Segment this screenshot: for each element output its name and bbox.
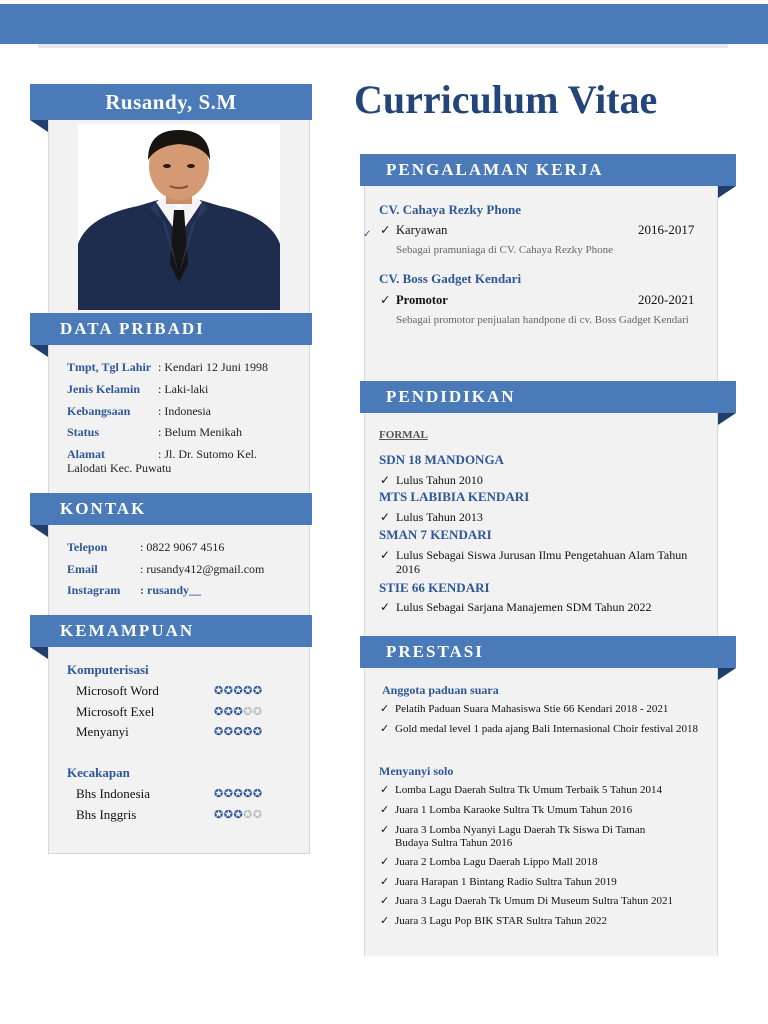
achievement-text: Juara 1 Lomba Karaoke Sultra Tk Umum Tahun 2016 — [395, 804, 633, 816]
job-role — [380, 222, 447, 238]
data-pribadi-banner — [30, 313, 312, 345]
school-note — [380, 473, 710, 487]
top-bar — [0, 4, 768, 44]
job-years: 2016-2017 — [638, 222, 695, 237]
instagram-label: Instagram — [67, 583, 121, 597]
pendidikan-fold — [718, 413, 736, 425]
check-icon: ✓ — [380, 473, 391, 487]
school-note-text: Lulus Tahun 2013 — [396, 510, 483, 524]
school-note-text: Lulus Tahun 2010 — [396, 473, 483, 487]
skill-group-title: Kecakapan — [67, 765, 130, 780]
birth-value: : Kendari 12 Juni 1998 — [158, 360, 268, 374]
school-name: MTS LABIBIA KENDARI — [379, 489, 530, 504]
star-icon: ✪ — [233, 787, 244, 800]
job-role — [380, 292, 448, 308]
star-icon: ✪ — [252, 705, 263, 718]
pendidikan-heading: PENDIDIKAN — [386, 387, 516, 406]
phone-label: Telepon — [67, 540, 108, 554]
kontak-banner — [30, 493, 312, 525]
school-name: SDN 18 MANDONGA — [379, 452, 504, 467]
address-label: Alamat — [67, 447, 105, 461]
achievement-item — [380, 784, 710, 797]
star-icon: ✪ — [243, 808, 253, 821]
skill-rating — [214, 808, 263, 821]
check-icon: ✓ — [380, 824, 390, 836]
skill-rating — [214, 787, 263, 800]
job-years: 2020-2021 — [638, 292, 695, 307]
star-icon: ✪ — [233, 725, 244, 738]
job-description: Sebagai pramuniaga di CV. Cahaya Rezky Phone — [396, 244, 613, 256]
check-icon: ✓ — [380, 293, 391, 307]
achievement-item — [380, 895, 710, 908]
name-banner — [30, 84, 312, 120]
achievement-text: Juara 3 Lomba Nyanyi Lagu Daerah Tk Siswa Di Taman Budaya Sultra Tahun 2016 — [395, 824, 646, 849]
job-description: Sebagai promotor penjualan handpone di cv. Boss Gadget Kendari — [396, 314, 689, 326]
formal-label: FORMAL — [379, 429, 428, 441]
job-company: CV. Cahaya Rezky Phone — [379, 202, 522, 217]
job-company: CV. Boss Gadget Kendari — [379, 271, 522, 286]
check-icon: ✓ — [380, 895, 390, 907]
phone-value: : 0822 9067 4516 — [140, 540, 225, 554]
star-icon: ✪ — [214, 787, 224, 800]
achievement-item — [380, 804, 710, 817]
nationality-value: : Indonesia — [158, 404, 211, 418]
pendidikan-banner — [360, 381, 736, 413]
achievement-text: Juara 3 Lagu Pop BIK STAR Sultra Tahun 2022 — [395, 915, 608, 927]
prestasi-heading: PRESTASI — [386, 642, 484, 661]
person-photo-icon — [78, 124, 280, 310]
person-name: Rusandy, S.M — [105, 89, 237, 114]
school-note — [380, 510, 710, 524]
birth-label: Tmpt, Tgl Lahir — [67, 360, 152, 374]
skill-name: Menyanyi — [76, 724, 129, 739]
school-note — [380, 600, 710, 614]
skill-rating — [214, 705, 263, 718]
pengalaman-banner — [360, 154, 736, 186]
star-icon: ✪ — [223, 725, 234, 738]
achievement-text: Juara Harapan 1 Bintang Radio Sultra Tahun 2019 — [395, 876, 617, 888]
star-icon: ✪ — [252, 787, 263, 800]
profile-photo — [78, 124, 280, 310]
gender-label: Jenis Kelamin — [67, 382, 141, 396]
star-icon: ✪ — [223, 684, 234, 697]
check-icon: ✓ — [380, 804, 390, 816]
achievement-text: Juara 3 Lagu Daerah Tk Umum Di Museum Sultra Tahun 2021 — [395, 895, 674, 907]
data-pribadi-fold — [30, 345, 48, 357]
achievement-text: Pelatih Paduan Suara Mahasiswa Stie 66 Kendari 2018 - 2021 — [395, 703, 669, 715]
achievement-group-title: Anggota paduan suara — [382, 683, 499, 697]
prestasi-banner — [360, 636, 736, 668]
skill-name: Microsoft Word — [76, 683, 159, 698]
school-note-text: Lulus Sebagai Siswa Jurusan Ilmu Pengetahuan Alam Tahun 2016 — [396, 548, 688, 576]
kemampuan-fold — [30, 647, 48, 659]
achievement-text: Gold medal level 1 pada ajang Bali Internasional Choir festival 2018 — [395, 723, 699, 735]
check-icon: ✓ — [380, 703, 390, 715]
address-value: : Jl. Dr. Sutomo Kel. — [158, 447, 258, 461]
achievement-item — [380, 824, 680, 850]
check-icon: ✓ — [380, 915, 390, 927]
achievement-item — [380, 915, 710, 928]
kontak-heading: KONTAK — [60, 499, 147, 518]
star-icon: ✪ — [223, 808, 234, 821]
nationality-label: Kebangsaan — [67, 404, 131, 418]
star-icon: ✪ — [214, 705, 224, 718]
star-icon: ✪ — [243, 787, 253, 800]
star-icon: ✪ — [223, 787, 234, 800]
check-icon: ✓ — [380, 876, 390, 888]
skill-rating — [214, 725, 263, 738]
star-icon: ✪ — [252, 725, 263, 738]
top-divider — [38, 44, 728, 48]
star-icon: ✪ — [252, 684, 263, 697]
pengalaman-heading: PENGALAMAN KERJA — [386, 160, 604, 179]
job-role-text: Karyawan — [396, 223, 448, 237]
school-name: STIE 66 KENDARI — [379, 580, 490, 595]
achievement-item — [380, 703, 710, 716]
email-label: Email — [67, 562, 98, 576]
kemampuan-heading: KEMAMPUAN — [60, 621, 195, 640]
check-icon: ✓ — [380, 856, 390, 868]
check-icon: ✓ — [380, 600, 391, 614]
status-value: : Belum Menikah — [158, 425, 242, 439]
star-icon: ✪ — [214, 725, 224, 738]
achievement-text: Juara 2 Lomba Lagu Daerah Lippo Mall 2018 — [395, 856, 598, 868]
check-icon: ✓ — [380, 723, 390, 735]
check-icon: ✓ — [380, 784, 390, 796]
achievement-group-title: Menyanyi solo — [379, 764, 454, 778]
star-icon: ✪ — [243, 705, 253, 718]
star-icon: ✪ — [214, 684, 224, 697]
star-icon: ✪ — [243, 684, 253, 697]
check-icon: ✓ — [380, 510, 391, 524]
address-value-line2: Lalodati Kec. Puwatu — [67, 461, 172, 475]
data-pribadi-heading: DATA PRIBADI — [60, 319, 205, 338]
star-icon: ✪ — [214, 808, 224, 821]
skill-name: Bhs Indonesia — [76, 786, 151, 801]
check-icon: ✓ — [363, 229, 372, 240]
prestasi-fold — [718, 668, 736, 680]
star-icon: ✪ — [243, 725, 253, 738]
star-icon: ✪ — [233, 684, 244, 697]
check-icon: ✓ — [380, 223, 391, 237]
achievement-item — [380, 723, 706, 736]
page-title: Curriculum Vitae — [354, 77, 658, 122]
school-note — [380, 548, 700, 576]
kemampuan-banner — [30, 615, 312, 647]
pengalaman-fold — [718, 186, 736, 198]
skill-name: Microsoft Exel — [76, 704, 155, 719]
job-role-text: Promotor — [396, 293, 448, 307]
achievement-text: Lomba Lagu Daerah Sultra Tk Umum Terbaik 5 Tahun 2014 — [395, 784, 662, 796]
skill-group-title: Komputerisasi — [67, 662, 149, 677]
star-icon: ✪ — [223, 705, 234, 718]
check-icon: ✓ — [380, 548, 391, 562]
email-value: : rusandy412@gmail.com — [140, 562, 265, 576]
skill-rating — [214, 684, 263, 697]
star-icon: ✪ — [252, 808, 263, 821]
kontak-fold — [30, 525, 48, 537]
status-label: Status — [67, 425, 100, 439]
skill-name: Bhs Inggris — [76, 807, 137, 822]
school-note-text: Lulus Sebagai Sarjana Manajemen SDM Tahun 2022 — [396, 600, 652, 614]
star-icon: ✪ — [233, 705, 244, 718]
achievement-item — [380, 856, 710, 869]
instagram-value: : rusandy__ — [140, 583, 202, 597]
achievement-item — [380, 876, 710, 889]
gender-value: : Laki-laki — [158, 382, 209, 396]
name-banner-fold — [30, 120, 48, 132]
school-name: SMAN 7 KENDARI — [379, 527, 492, 542]
star-icon: ✪ — [233, 808, 244, 821]
